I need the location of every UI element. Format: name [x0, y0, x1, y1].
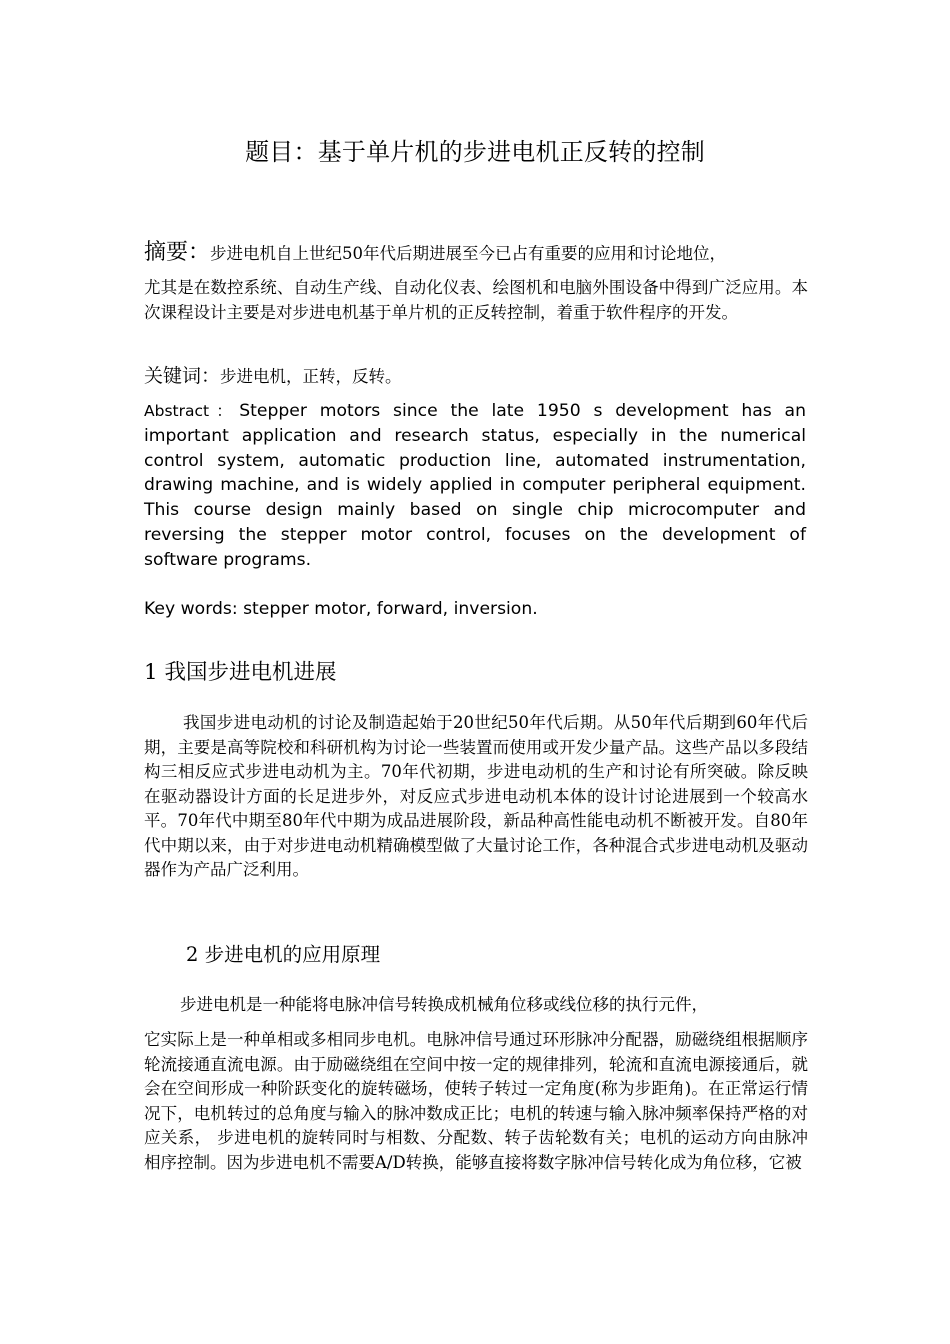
- section-1-paragraph: 我国步进电动机的讨论及制造起始于20世纪50年代后期。从50年代后期到60年代后期，主要是高等院校和科研机构为讨论一些装置而使用或开发少量产品。这些产品以多段结构三相反应式步进电动机为主。70年代初期，步进电动机的生产和讨论有所突破。除反映在驱动器设计方面的长足进步外，对反应式步进电动机本体的设计讨论进展到一个较高水平。70年代中期至80年代中期为成品进展阶段，新品种高性能电动机不断被开发。自80年代中期以来，由于对步进电动机精确模型做了大量讨论工作，各种混合式步进电动机及驱动器作为产品广泛利用。: [144, 713, 808, 879]
- section-2-paragraph: [144, 992, 808, 1175]
- abstract-en: [144, 399, 806, 573]
- abstract-cn-label: 摘要：: [144, 240, 211, 265]
- abstract-cn-body: 尤其是在数控系统、自动生产线、自动化仪表、绘图机和电脑外围设备中得到广泛应用。本次课程设计主要是对步进电机基于单片机的正反转控制，着重于软件程序的开发。: [144, 278, 808, 322]
- keywords-cn-text: 步进电机，正转，反转。: [220, 367, 402, 386]
- abstract-en-label: Abstract：: [144, 402, 240, 420]
- section-2-first-line: 步进电机是一种能将电脉冲信号转换成机械角位移或线位移的执行元件，: [180, 995, 708, 1014]
- keywords-cn-label: 关键词：: [144, 365, 221, 387]
- abstract-cn-first-line: [144, 236, 808, 270]
- abstract-cn-first-text: 步进电机自上世纪50年代后期进展至今已占有重要的应用和讨论地位，: [210, 244, 727, 263]
- section-2-body: 它实际上是一种单相或多相同步电机。电脉冲信号通过环形脉冲分配器，励磁绕组根据顺序轮流接通直流电源。由于励磁绕组在空间中按一定的规律排列，轮流和直流电源接通后，就会在空间形成一种阶跃变化的旋转磁场，使转子转过一定角度(称为步距角)。在正常运行情况下，电机转过的总角度与输入的脉冲数成正比；电机的转速与输入脉冲频率保持严格的对应关系， 步进电机的旋转同时与相数、分配数、转子齿轮数有关；电机的运动方向由脉冲相序控制。因为步进电机不需要A/D转换，能够直接将数字脉冲信号转化成为角位移，它被: [144, 1030, 808, 1172]
- document-title: 题目：基于单片机的步进电机正反转的控制: [245, 138, 705, 166]
- section-1-heading: 1 我国步进电机进展: [144, 660, 337, 685]
- abstract-en-text: Stepper motors since the late 1950 s development has an important application and research status, especially in the numerical control system, automatic production line, automated instrumentation, drawing machine, and is widely applied in computer peripheral equipment. This course design mainly based on single chip microcomputer and reversing the stepper motor control, focuses on the development of software programs.: [144, 401, 806, 570]
- keywords-cn: [144, 361, 808, 392]
- keywords-en: Key words: stepper motor, forward, inversion.: [144, 599, 538, 619]
- section-2-heading: 2 步进电机的应用原理: [186, 943, 381, 966]
- abstract-cn: [144, 236, 808, 325]
